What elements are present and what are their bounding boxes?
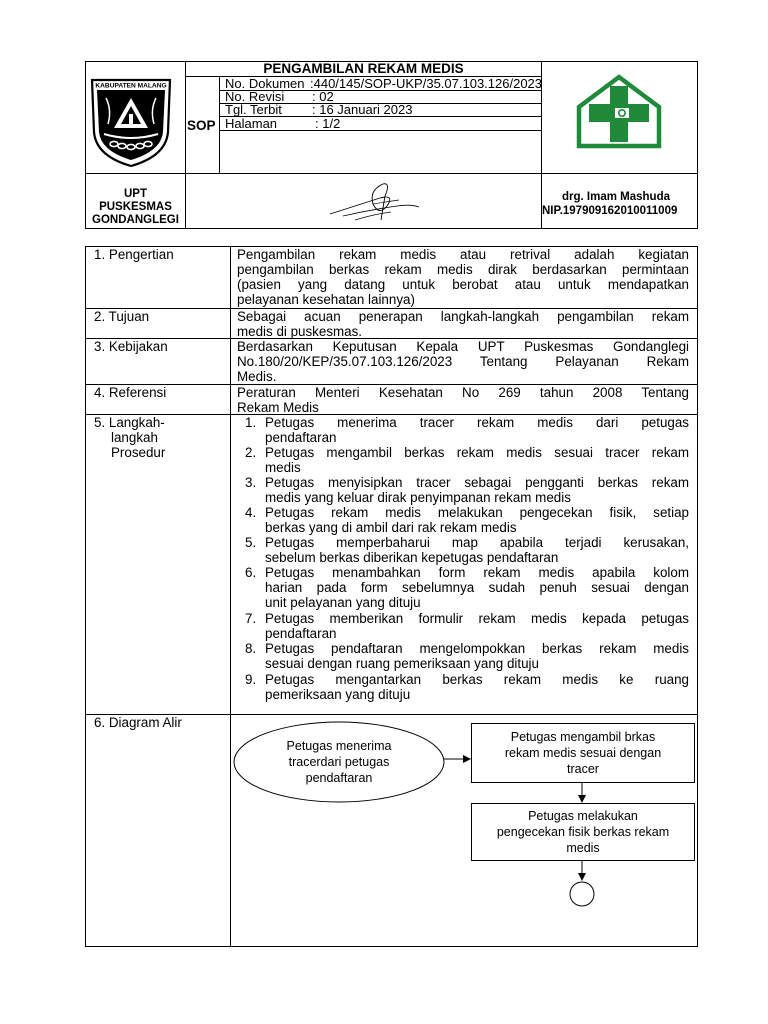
step-line: berkas yang di ambil dari rak rekam medis: [265, 520, 517, 535]
section-label-kebijakan: 3. Kebijakan: [94, 339, 168, 354]
pengertian-line: (pasien yang datang untuk berobat atau untuk mendapatkan: [237, 277, 689, 292]
sop-label: SOP: [187, 118, 216, 133]
logo-caption: KABUPATEN MALANG: [95, 82, 167, 90]
kebijakan-line: Berdasarkan Keputusan Kepala UPT Puskesmas Gondanglegi: [237, 339, 689, 354]
step-line: medis: [265, 460, 301, 475]
flow-start-line: Petugas menerima: [286, 739, 392, 753]
step-line: sebelum berkas diberikan kepetugas pendaftaran: [265, 550, 559, 565]
section-label-tujuan: 2. Tujuan: [94, 309, 150, 324]
step-line: Petugas memberikan formulir rekam medis kepada petugas: [265, 611, 689, 626]
revision-label: No. Revisi: [225, 89, 285, 104]
pengertian-line: Pengambilan rekam medis atau retrival adalah kegiatan: [237, 247, 689, 262]
doc-number-label: No. Dokumen: [225, 76, 305, 91]
flow-box-line: Petugas mengambil brkas: [510, 730, 656, 744]
flow-box-line: pengecekan fisik berkas rekam: [496, 825, 670, 839]
doc-number-value: :440/145/SOP-UKP/35.07.103.126/2023: [310, 76, 543, 91]
page-label: Halaman: [225, 116, 278, 131]
step-line: Petugas menyisipkan tracer sebagai pengganti berkas rekam: [265, 475, 689, 490]
step-line: medis yang keluar dirak penyimpanan rekam medis: [265, 490, 571, 505]
section-label-prosedur: Prosedur: [111, 445, 166, 460]
step-number: 3.: [245, 475, 257, 490]
step-number: 9.: [245, 672, 257, 687]
section-label-referensi: 4. Referensi: [94, 385, 167, 400]
flow-start-line: tracerdari petugas: [288, 755, 390, 769]
step-line: Petugas mengambil berkas rekam medis sesuai tracer rekam: [265, 445, 689, 460]
page-value: : 1/2: [315, 116, 341, 131]
org-line-2: PUSKESMAS: [99, 201, 172, 213]
pengertian-line: pengambilan berkas rekam medis dirak berdasarkan permintaan: [237, 262, 689, 277]
flow-box-cek-fisik: [471, 803, 695, 861]
signer-nip: NIP.197909162010011009: [542, 205, 678, 217]
org-line-1: UPT: [124, 188, 147, 200]
step-line: Petugas pendaftaran mengelompokkan berkas rekam medis: [265, 641, 689, 656]
step-line: harian pada form sebelumnya sudah penuh sesuai dengan: [265, 580, 689, 595]
step-line: Petugas mengantarkan berkas rekam medis ke ruang: [265, 672, 689, 687]
step-number: 7.: [245, 611, 257, 626]
section-label-diagram: 6. Diagram Alir: [94, 715, 182, 730]
step-number: 5.: [245, 535, 257, 550]
flow-start-line: pendaftaran: [305, 771, 373, 785]
document-title: PENGAMBILAN REKAM MEDIS: [263, 61, 464, 76]
step-line: sesuai dengan ruang pemeriksaan yang dituju: [265, 656, 539, 671]
step-number: 2.: [245, 445, 257, 460]
step-line: Petugas menambahkan form rekam medis apabila kolom: [265, 565, 689, 580]
flow-box-line: medis: [566, 841, 600, 855]
section-label-prosedur: langkah: [111, 430, 158, 445]
kebijakan-line: Medis.: [237, 369, 277, 384]
pengertian-line: pelayanan kesehatan lainnya): [237, 292, 415, 307]
section-label-prosedur: 5. Langkah-: [94, 415, 165, 430]
referensi-line: Peraturan Menteri Kesehatan No 269 tahun 2008 Tentang: [237, 385, 689, 400]
step-number: 6.: [245, 565, 257, 580]
issue-date-label: Tgl. Terbit: [225, 102, 282, 117]
flow-box-line: rekam medis sesuai dengan: [504, 746, 662, 760]
signature: [325, 176, 425, 226]
step-line: unit pelayanan yang dituju: [265, 595, 421, 610]
flow-end-connector: [570, 882, 594, 906]
step-line: Petugas rekam medis melakukan pengecekan fisik, setiap: [265, 505, 689, 520]
tujuan-line: Sebagai acuan penerapan langkah-langkah pengambilan rekam: [237, 309, 689, 324]
signer-name: drg. Imam Mashuda: [562, 191, 670, 203]
step-number: 8.: [245, 641, 257, 656]
step-line: pemeriksaan yang dituju: [265, 687, 411, 702]
flow-box-ambil-berkas: [471, 723, 695, 783]
issue-date-value: : 16 Januari 2023: [312, 102, 413, 117]
tujuan-line: medis di puskesmas.: [237, 324, 363, 339]
step-line: pendaftaran: [265, 430, 337, 445]
kabupaten-malang-logo: [88, 76, 174, 168]
step-line: pendaftaran: [265, 626, 337, 641]
revision-value: : 02: [312, 89, 334, 104]
flow-start-text: [249, 738, 429, 786]
step-line: Petugas menerima tracer rekam medis dari petugas: [265, 415, 689, 430]
step-number: 4.: [245, 505, 257, 520]
referensi-line: Rekam Medis: [237, 400, 319, 415]
step-line: Petugas memperbaharui map apabila terjadi kerusakan,: [265, 535, 689, 550]
flow-box-line: tracer: [567, 762, 599, 776]
org-line-3: GONDANGLEGI: [92, 214, 179, 226]
kebijakan-line: No.180/20/KEP/35.07.103.126/2023 Tentang Pelayanan Rekam: [237, 354, 689, 369]
step-number: 1.: [245, 415, 257, 430]
section-label-pengertian: 1. Pengertian: [94, 247, 174, 262]
flow-box-line: Petugas melakukan: [528, 809, 638, 823]
puskesmas-logo: [574, 74, 664, 150]
